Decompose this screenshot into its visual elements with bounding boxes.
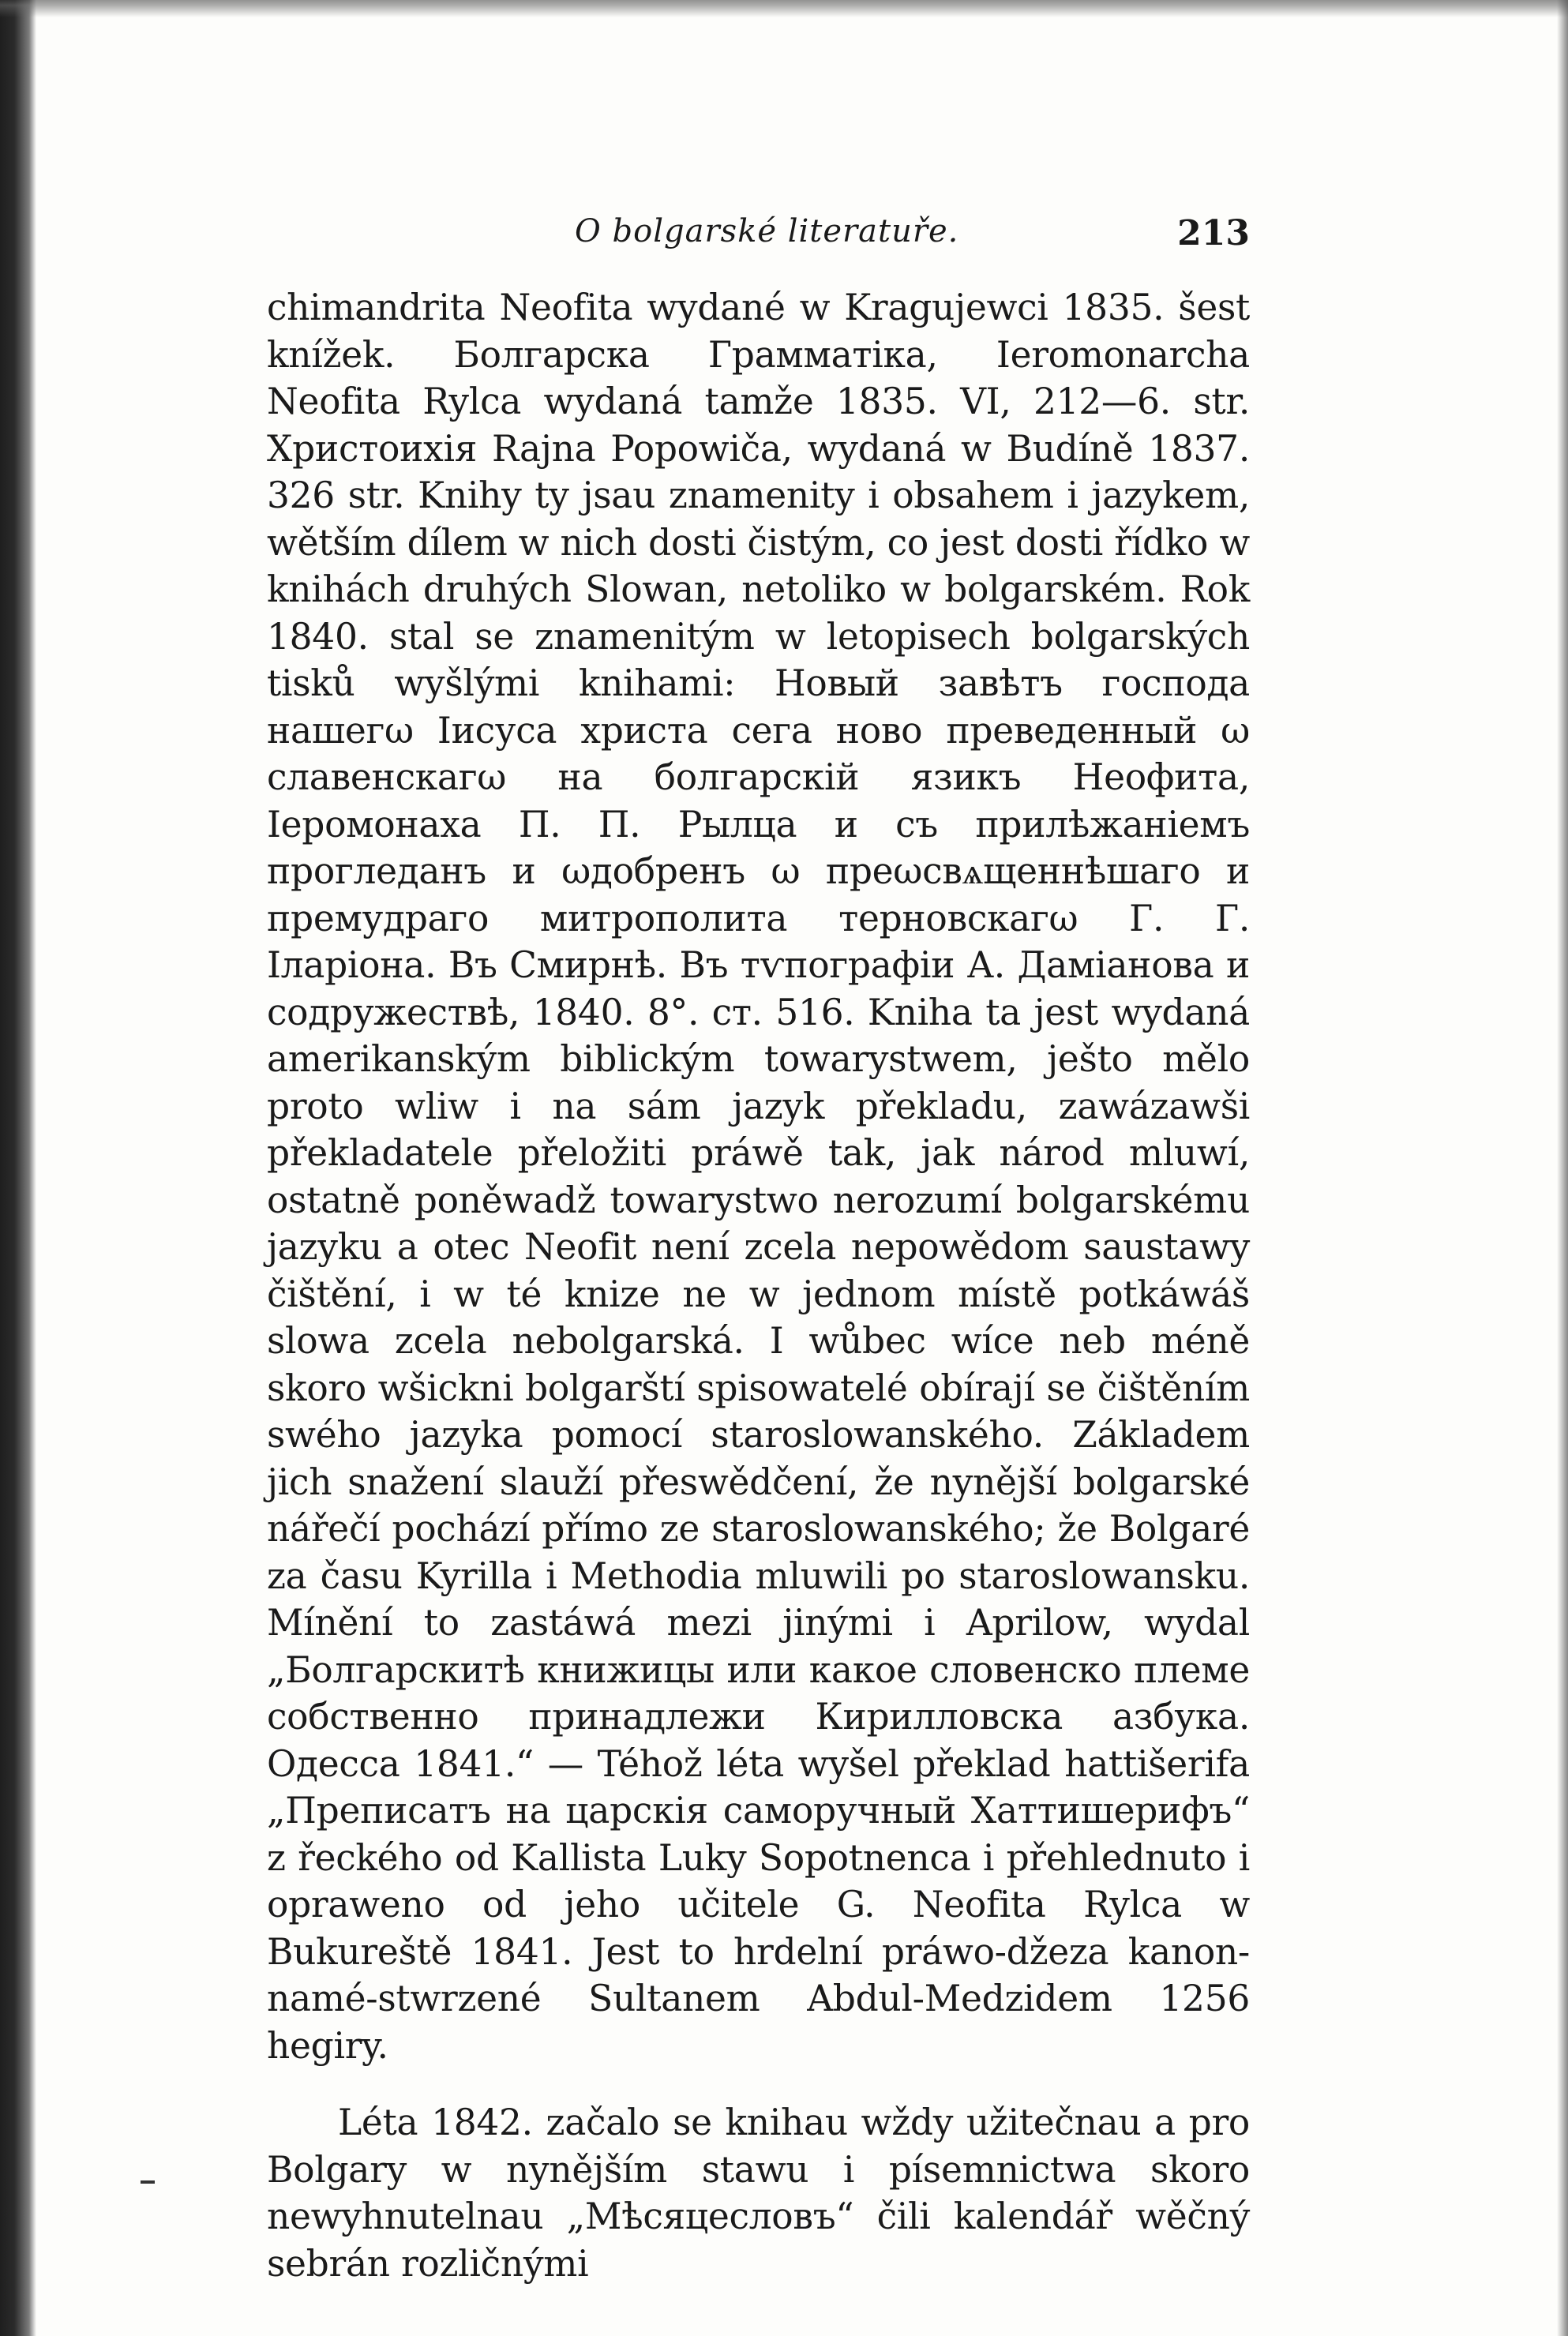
paragraph: chimandrita Neofita wydané w Kragujewci 1835. šest knížek. Болгарска Грамматіка, Ieromonarcha Neofita Rylca wydaná tamže 1835. VI, 212—6. str. Христоихія Rajna Popowiča, wydaná w Budíně 1837. 326 str. Knihy ty jsau znamenity i obsahem i jazykem, wětším dílem w nich dosti čistým, co jest dosti řídko w knihách druhých Slowan, netoliko w bolgarském. Rok 1840. stal se znamenitým w letopisech bolgarských tisků wyšlými knihami: Новый завѣтъ господа нашегω Іисуса христа сега ново преведенный ω славенскагω на болгарскій язикъ Неофита, Іеромонаха П. П. Рылца и съ прилѣжаніемъ прогледанъ и ωдобренъ ω преωсвѧщеннѣшаго и премудраго митрополита терновскагω Г. Г. Іларіона. Въ Смирнѣ. Въ тѵпографіи А. Даміанова и содружествѣ, 1840. 8°. ст. 516. Kniha ta jest wydaná amerikanským biblickým towarystwem, ješto mělo proto wliw i na sám jazyk překladu, zawázawši překladatele přeložiti práwě tak, jak národ mluwí, ostatně poněwadž towarystwo nerozumí bolgarskému jazyku a otec Neofit není zcela nepowědom saustawy čištění, i w té knize ne w jednom místě potkáwáš slowa zcela nebolgarská. I wůbec wíce neb méně skoro wšickni bolgarští spisowatelé obírají se čištěním swého jazyka pomocí staroslowanského. Základem jich snažení slauží přeswědčení, že nynější bolgarské nářečí pochází přímo ze staroslowanského; že Bolgaré za času Kyrilla i Methodia mluwili po staroslowansku. Mínění to zastáwá mezi jinými i Aprilow, wydal „Болгарскитѣ книжицы или какое словенско племе собственно принадлежи Кирилловска азбука. Одесса 1841.“ — Téhož léta wyšel překlad hattišerifa „Преписатъ на царскія саморучный Хаттишерифъ“ z řeckého od Kallista Luky Sopotnenca i přehlednuto i opraweno od jeho učitele G. Neofita Rylca w Bukureště 1841. Jest to hrdelní práwo-džeza kanon-namé-stwrzené Sultanem Abdul-Medzidem 1256 hegiry. [267,287,1250,2067]
scan-edge-left [0,0,36,2336]
book-page [267,213,1250,2287]
scan-artifact-mark [141,2180,155,2184]
running-title: O bolgarské literatuře. [575,213,959,249]
scan-edge-right [1557,0,1568,2336]
paragraph: Léta 1842. začalo se knihau wždy užitečnau a pro Bolgary w nynějším stawu i písemnictwa skoro newyhnutelnau „Мѣсяцесловъ“ čili kalendář wěčný sebrán rozličnými [267,2102,1250,2285]
page-header [267,213,1250,268]
page-number: 213 [1177,213,1250,253]
scan-edge-top [0,0,1568,17]
